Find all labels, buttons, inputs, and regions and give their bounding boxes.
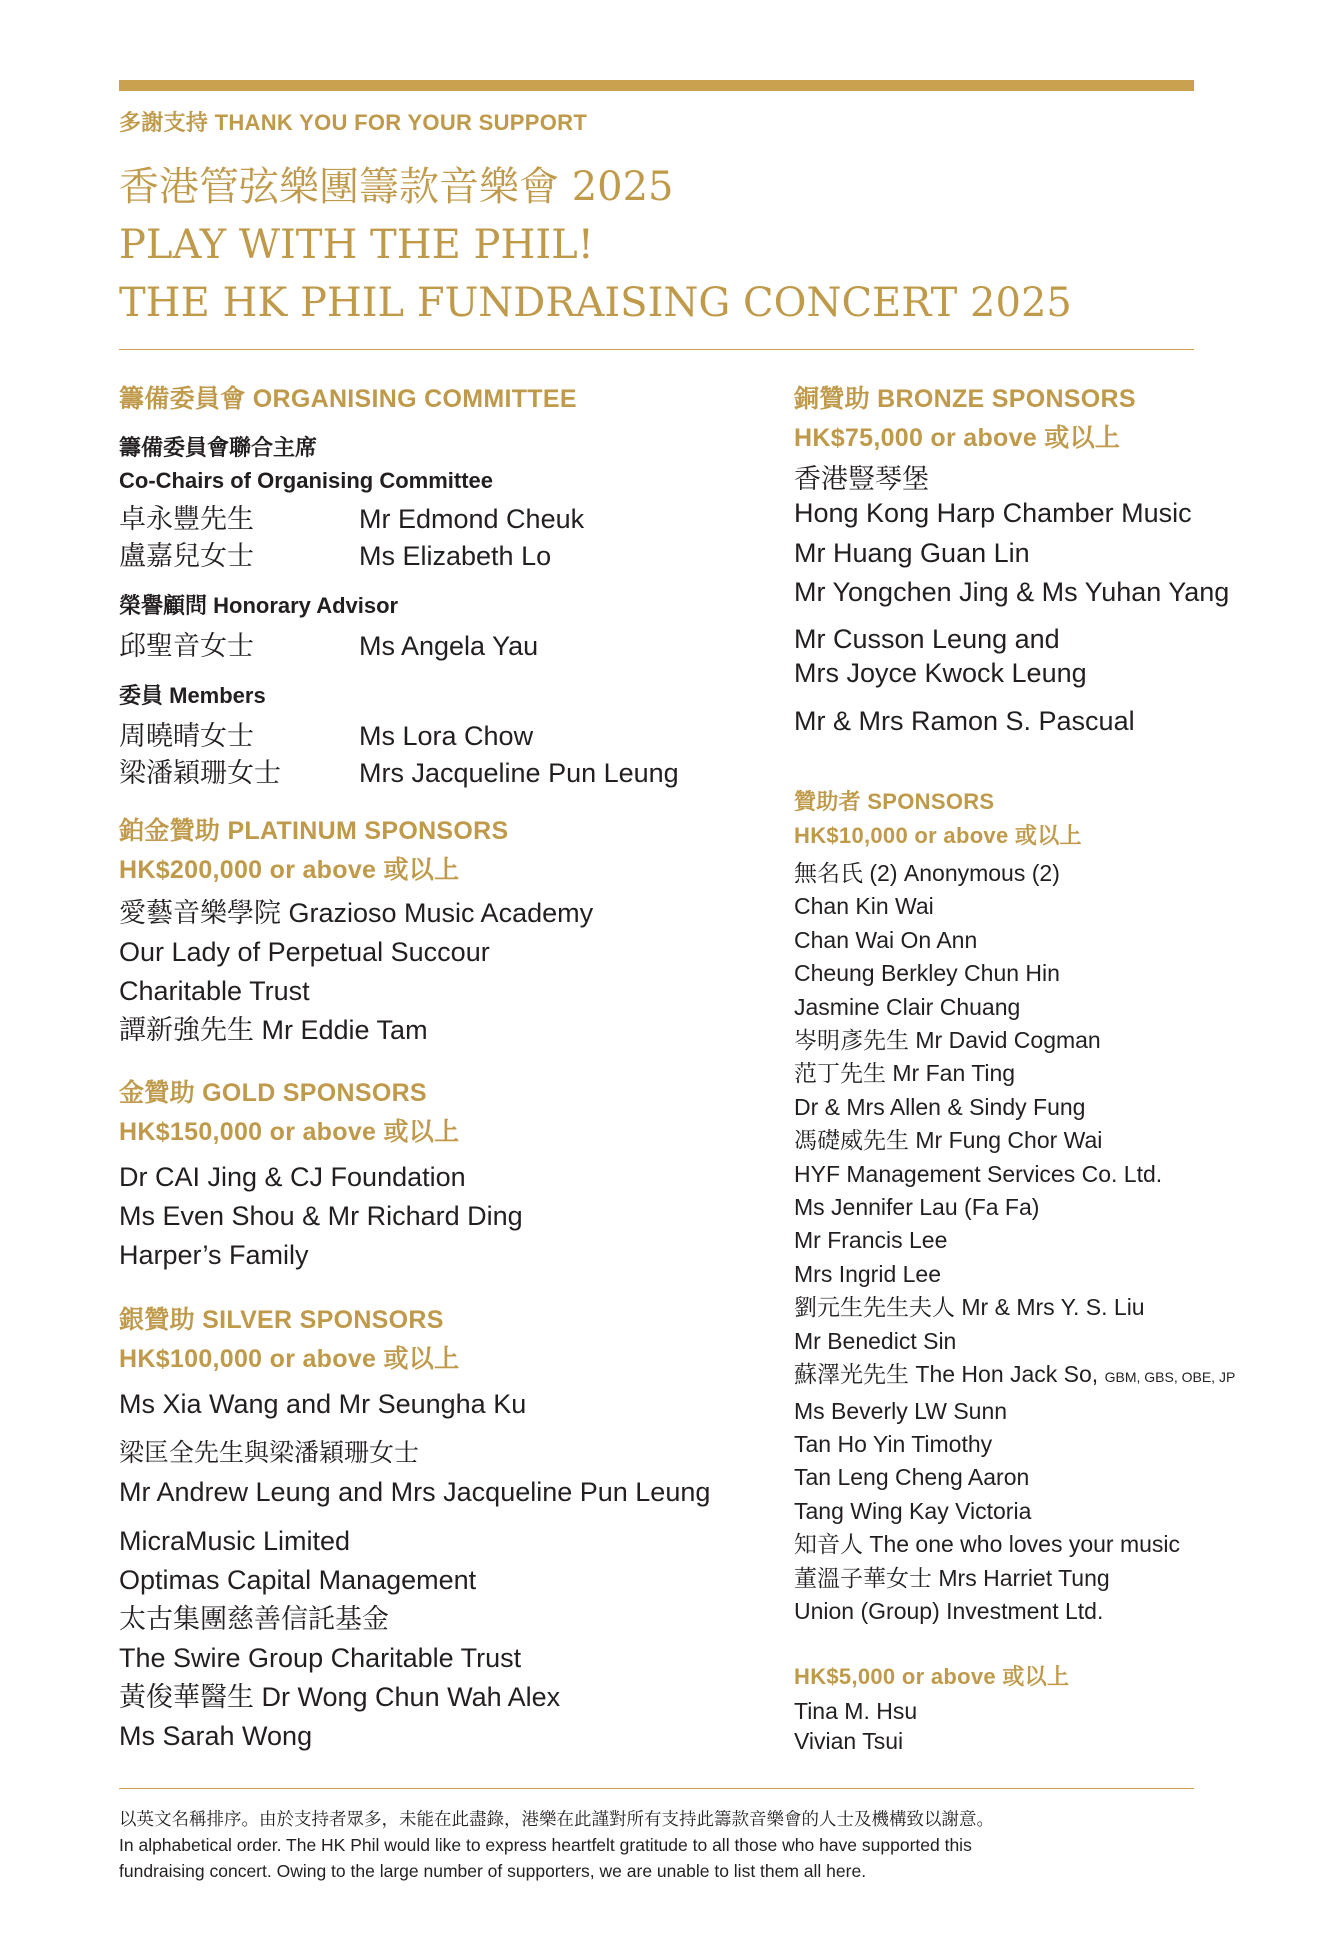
platinum-heading: 鉑金贊助 PLATINUM SPONSORS	[119, 817, 509, 845]
cochairs-label-en: Co-Chairs of Organising Committee	[119, 468, 494, 493]
sponsor-name: Tan Ho Yin Timothy	[794, 1430, 993, 1457]
sponsor-name: Jasmine Clair Chuang	[794, 993, 1021, 1020]
cochair-en: Mr Edmond Cheuk	[359, 504, 585, 534]
right-column	[794, 380, 1324, 1756]
cochair-en: Ms Elizabeth Lo	[359, 541, 552, 571]
sponsor-name: Dr & Mrs Allen & Sindy Fung	[794, 1093, 1086, 1120]
cochair-zh: 卓永豐先生	[119, 504, 254, 534]
footer-note	[119, 1806, 1219, 1884]
sponsors-heading: 贊助者 SPONSORS	[794, 789, 995, 814]
gold-sponsor: Harper’s Family	[119, 1240, 309, 1270]
silver-sponsor: MicraMusic Limited	[119, 1526, 351, 1556]
cochairs-label-zh: 籌備委員會聯合主席	[119, 435, 318, 460]
sponsor-5k-name: Tina M. Hsu	[794, 1698, 918, 1725]
member-row	[119, 718, 759, 755]
sponsor-so-honours: GBM, GBS, OBE, JP	[1104, 1369, 1236, 1386]
sponsor-name: 范丁先生 Mr Fan Ting	[794, 1060, 1016, 1087]
advisor-label: 榮譽顧問 Honorary Advisor	[119, 593, 399, 618]
member-row	[119, 755, 759, 792]
bronze-heading: 銅贊助 BRONZE SPONSORS	[794, 385, 1136, 413]
title-en-line-2: THE HK PHIL FUNDRAISING CONCERT 2025	[119, 280, 1072, 326]
cochair-row	[119, 501, 759, 538]
silver-sponsor: 黃俊華醫生 Dr Wong Chun Wah Alex	[119, 1682, 561, 1712]
sponsor-name: Mrs Ingrid Lee	[794, 1260, 942, 1287]
title-zh: 香港管弦樂團籌款音樂會 2025	[119, 164, 674, 210]
silver-sponsor: Mr Andrew Leung and Mrs Jacqueline Pun Leung	[119, 1477, 711, 1507]
cochair-row	[119, 538, 759, 575]
gold-amount: HK$150,000 or above 或以上	[119, 1118, 460, 1146]
member-zh: 周曉晴女士	[119, 721, 254, 751]
platinum-sponsor: Charitable Trust	[119, 976, 310, 1006]
thank-you-kicker: 多謝支持 THANK YOU FOR YOUR SUPPORT	[119, 110, 588, 135]
platinum-amount: HK$200,000 or above 或以上	[119, 856, 460, 884]
advisor-row	[119, 628, 759, 665]
footer-zh: 以英文名稱排序。由於支持者眾多，未能在此盡錄，港樂在此謹對所有支持此籌款音樂會的人士及機構致以謝意。	[119, 1809, 994, 1829]
silver-sponsor: Optimas Capital Management	[119, 1565, 477, 1595]
bronze-sponsor: Mr Huang Guan Lin	[794, 538, 1030, 568]
platinum-sponsor: 愛藝音樂學院 Grazioso Music Academy	[119, 898, 594, 928]
footer-en-line-1: In alphabetical order. The HK Phil would like to express heartfelt gratitude to all those who have supported this	[119, 1835, 972, 1855]
platinum-sponsor: 譚新強先生 Mr Eddie Tam	[119, 1015, 428, 1045]
footer-divider	[119, 1788, 1194, 1789]
sponsor-name-so	[794, 1358, 1324, 1394]
gold-heading: 金贊助 GOLD SPONSORS	[119, 1079, 427, 1107]
member-en: Ms Lora Chow	[359, 721, 534, 751]
bronze-sponsor: Mr & Mrs Ramon S. Pascual	[794, 706, 1135, 736]
sponsor-name: 無名氏 (2) Anonymous (2)	[794, 860, 1060, 886]
silver-amount: HK$100,000 or above 或以上	[119, 1345, 460, 1373]
sponsor-name: Ms Beverly LW Sunn	[794, 1397, 1008, 1424]
sponsor-so-name: 蘇澤光先生 The Hon Jack So,	[794, 1361, 1099, 1388]
cochair-zh: 盧嘉兒女士	[119, 541, 254, 571]
sponsor-5k-name: Vivian Tsui	[794, 1728, 904, 1755]
page-title	[119, 158, 1072, 332]
member-zh: 梁潘穎珊女士	[119, 758, 281, 788]
gold-sponsor: Ms Even Shou & Mr Richard Ding	[119, 1201, 523, 1231]
bronze-sponsor: Hong Kong Harp Chamber Music	[794, 498, 1192, 528]
silver-heading: 銀贊助 SILVER SPONSORS	[119, 1306, 444, 1334]
sponsors-5k-amount: HK$5,000 or above 或以上	[794, 1664, 1070, 1690]
bronze-sponsor-zh: 香港豎琴堡	[794, 464, 929, 494]
platinum-sponsor: Our Lady of Perpetual Succour	[119, 937, 490, 967]
sponsor-name: 岑明彥先生 Mr David Cogman	[794, 1027, 1101, 1054]
bronze-sponsor: Mrs Joyce Kwock Leung	[794, 658, 1087, 688]
gold-sponsor: Dr CAI Jing & CJ Foundation	[119, 1162, 466, 1192]
sponsor-name: Tan Leng Cheng Aaron	[794, 1464, 1030, 1491]
sponsor-name: HYF Management Services Co. Ltd.	[794, 1160, 1163, 1187]
sponsor-name: Cheung Berkley Chun Hin	[794, 960, 1060, 987]
silver-sponsor: Ms Sarah Wong	[119, 1721, 313, 1751]
sponsor-name: Chan Kin Wai	[794, 893, 934, 920]
sponsor-name: Ms Jennifer Lau (Fa Fa)	[794, 1194, 1040, 1221]
sponsor-name: Union (Group) Investment Ltd.	[794, 1597, 1104, 1624]
advisor-zh: 邱聖音女士	[119, 631, 254, 661]
bronze-amount: HK$75,000 or above 或以上	[794, 424, 1121, 452]
sponsors-amount: HK$10,000 or above 或以上	[794, 823, 1082, 848]
sponsor-name: Mr Benedict Sin	[794, 1327, 957, 1354]
silver-sponsor-zh: 梁匡全先生與梁潘穎珊女士	[119, 1439, 420, 1467]
members-label: 委員 Members	[119, 683, 266, 708]
silver-sponsor: Ms Xia Wang and Mr Seungha Ku	[119, 1389, 527, 1419]
sponsor-name: 馮礎威先生 Mr Fung Chor Wai	[794, 1127, 1103, 1154]
bronze-sponsor: Mr Cusson Leung and	[794, 624, 1060, 654]
title-divider	[119, 349, 1194, 350]
sponsor-name: 董溫子華女士 Mrs Harriet Tung	[794, 1564, 1110, 1591]
title-en-line-1: PLAY WITH THE PHIL!	[119, 222, 594, 268]
sponsor-name: Chan Wai On Ann	[794, 926, 978, 953]
footer-en-line-2: fundraising concert. Owing to the large number of supporters, we are unable to list them all here.	[119, 1861, 867, 1881]
silver-sponsor: The Swire Group Charitable Trust	[119, 1643, 522, 1673]
advisor-en: Ms Angela Yau	[359, 631, 539, 661]
sponsor-name: Tang Wing Kay Victoria	[794, 1497, 1032, 1524]
bronze-sponsor: Mr Yongchen Jing & Ms Yuhan Yang	[794, 577, 1230, 607]
sponsor-name: Mr Francis Lee	[794, 1227, 948, 1254]
committee-heading: 籌備委員會 ORGANISING COMMITTEE	[119, 385, 577, 413]
member-en: Mrs Jacqueline Pun Leung	[359, 758, 679, 788]
top-gold-bar	[119, 80, 1194, 91]
left-column	[119, 380, 759, 1756]
sponsor-name: 劉元生先生夫人 Mr & Mrs Y. S. Liu	[794, 1294, 1145, 1321]
sponsor-name: 知音人 The one who loves your music	[794, 1531, 1181, 1558]
silver-sponsor: 太古集團慈善信託基金	[119, 1604, 389, 1634]
